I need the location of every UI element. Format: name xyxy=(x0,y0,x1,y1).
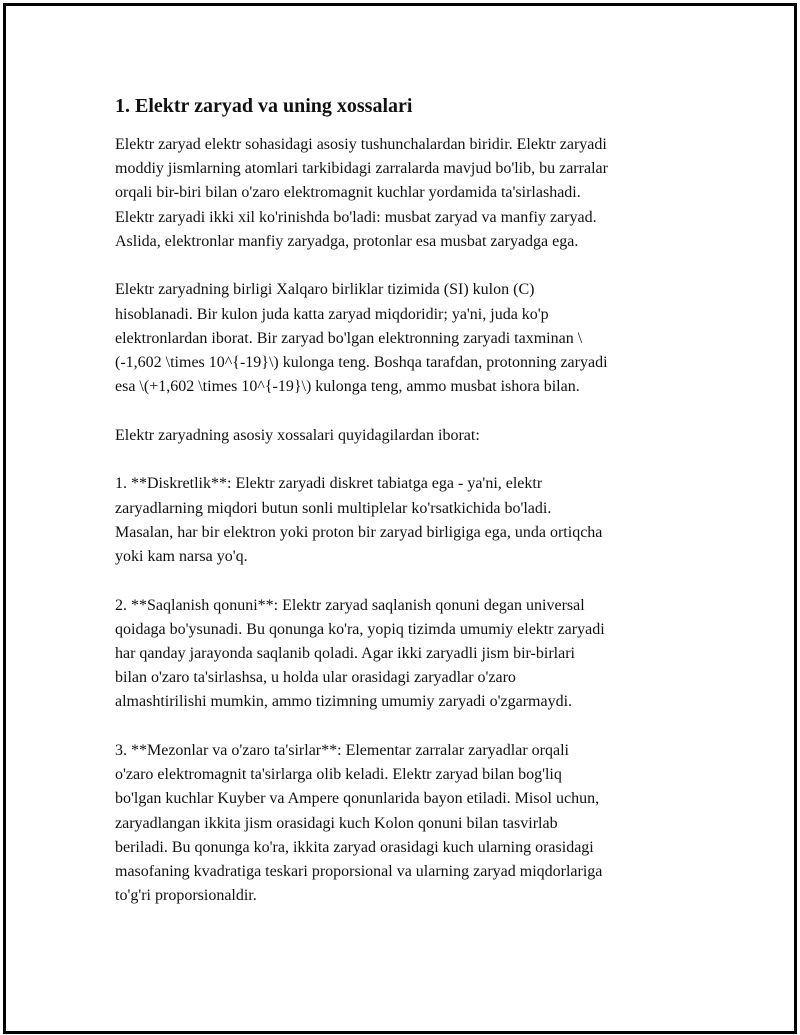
paragraph-intro: Elektr zaryad elektr sohasidagi asosiy tushunchalardan biridir. Elektr zaryadi moddiy jismlarning atomlari tarkibidagi zarralarda mavjud bo'lib, bu zarralar orqali bir-biri bilan o'zaro elektromagnit kuchlar yordamida ta'sirlashadi. Elektr zaryadi ikki xil ko'rinishda bo'ladi: musbat zaryad va manfiy zaryad. Aslida, elektronlar manfiy zaryadga, protonlar esa musbat zaryadga ega. xyxy=(115,136,608,250)
document-body xyxy=(115,93,685,933)
section-title: 1. Elektr zaryad va uning xossalari xyxy=(115,95,413,117)
list-item-conservation: 2. **Saqlanish qonuni**: Elektr zaryad saqlanish qonuni degan universal qoidaga bo'ysunadi. Bu qonunga ko'ra, yopiq tizimda umumiy elektr zaryadi har qanday jarayonda saqlanib qoladi. Agar ikki zaryadli jism bir-birlari bilan o'zaro ta'sirlashsa, u holda ular orasidagi zaryadlar o'zaro almashtirilishi mumkin, ammo tizimning umumiy zaryadi o'zgarmaydi. xyxy=(115,596,605,711)
paragraph-properties-intro: Elektr zaryadning asosiy xossalari quyidagilardan iborat: xyxy=(115,426,480,444)
paragraph-unit: Elektr zaryadning birligi Xalqaro birliklar tizimida (SI) kulon (C) hisoblanadi. Bir kulon juda katta zaryad miqdoridir; ya'ni, juda ko'p elektronlardan iborat. Bir zaryad bo'lgan elektronning zaryadi taxminan \ (-1,602 \times 10^{-19}\) kulonga teng. Boshqa tarafdan, protonning zaryadi esa \(+1,602 \times 10^{-19}\) kulonga teng, ammo musbat ishora bilan. xyxy=(115,281,608,396)
list-item-interactions: 3. **Mezonlar va o'zaro ta'sirlar**: Elementar zarralar zaryadlar orqali o'zaro elektromagnit ta'sirlarga olib keladi. Elektr zaryad bilan bog'liq bo'lgan kuchlar Kuyber va Ampere qonunlarida bayon etiladi. Misol uchun, zaryadlangan ikkita jism orasidagi kuch Kolon qonuni bilan tasvirlab beriladi. Bu qonunga ko'ra, ikkita zaryad orasidagi kuch ularning orasidagi masofaning kvadratiga teskari proporsional va ularning zaryad miqdorlariga to'g'ri proporsionaldir. xyxy=(115,742,603,905)
list-item-discreteness: 1. **Diskretlik**: Elektr zaryadi diskret tabiatga ega - ya'ni, elektr zaryadlarning miqdori butun sonli multiplelar ko'rsatkichida bo'ladi. Masalan, har bir elektron yoki proton bir zaryad birligiga ega, unda ortiqcha yoki kam narsa yo'q. xyxy=(115,475,603,566)
